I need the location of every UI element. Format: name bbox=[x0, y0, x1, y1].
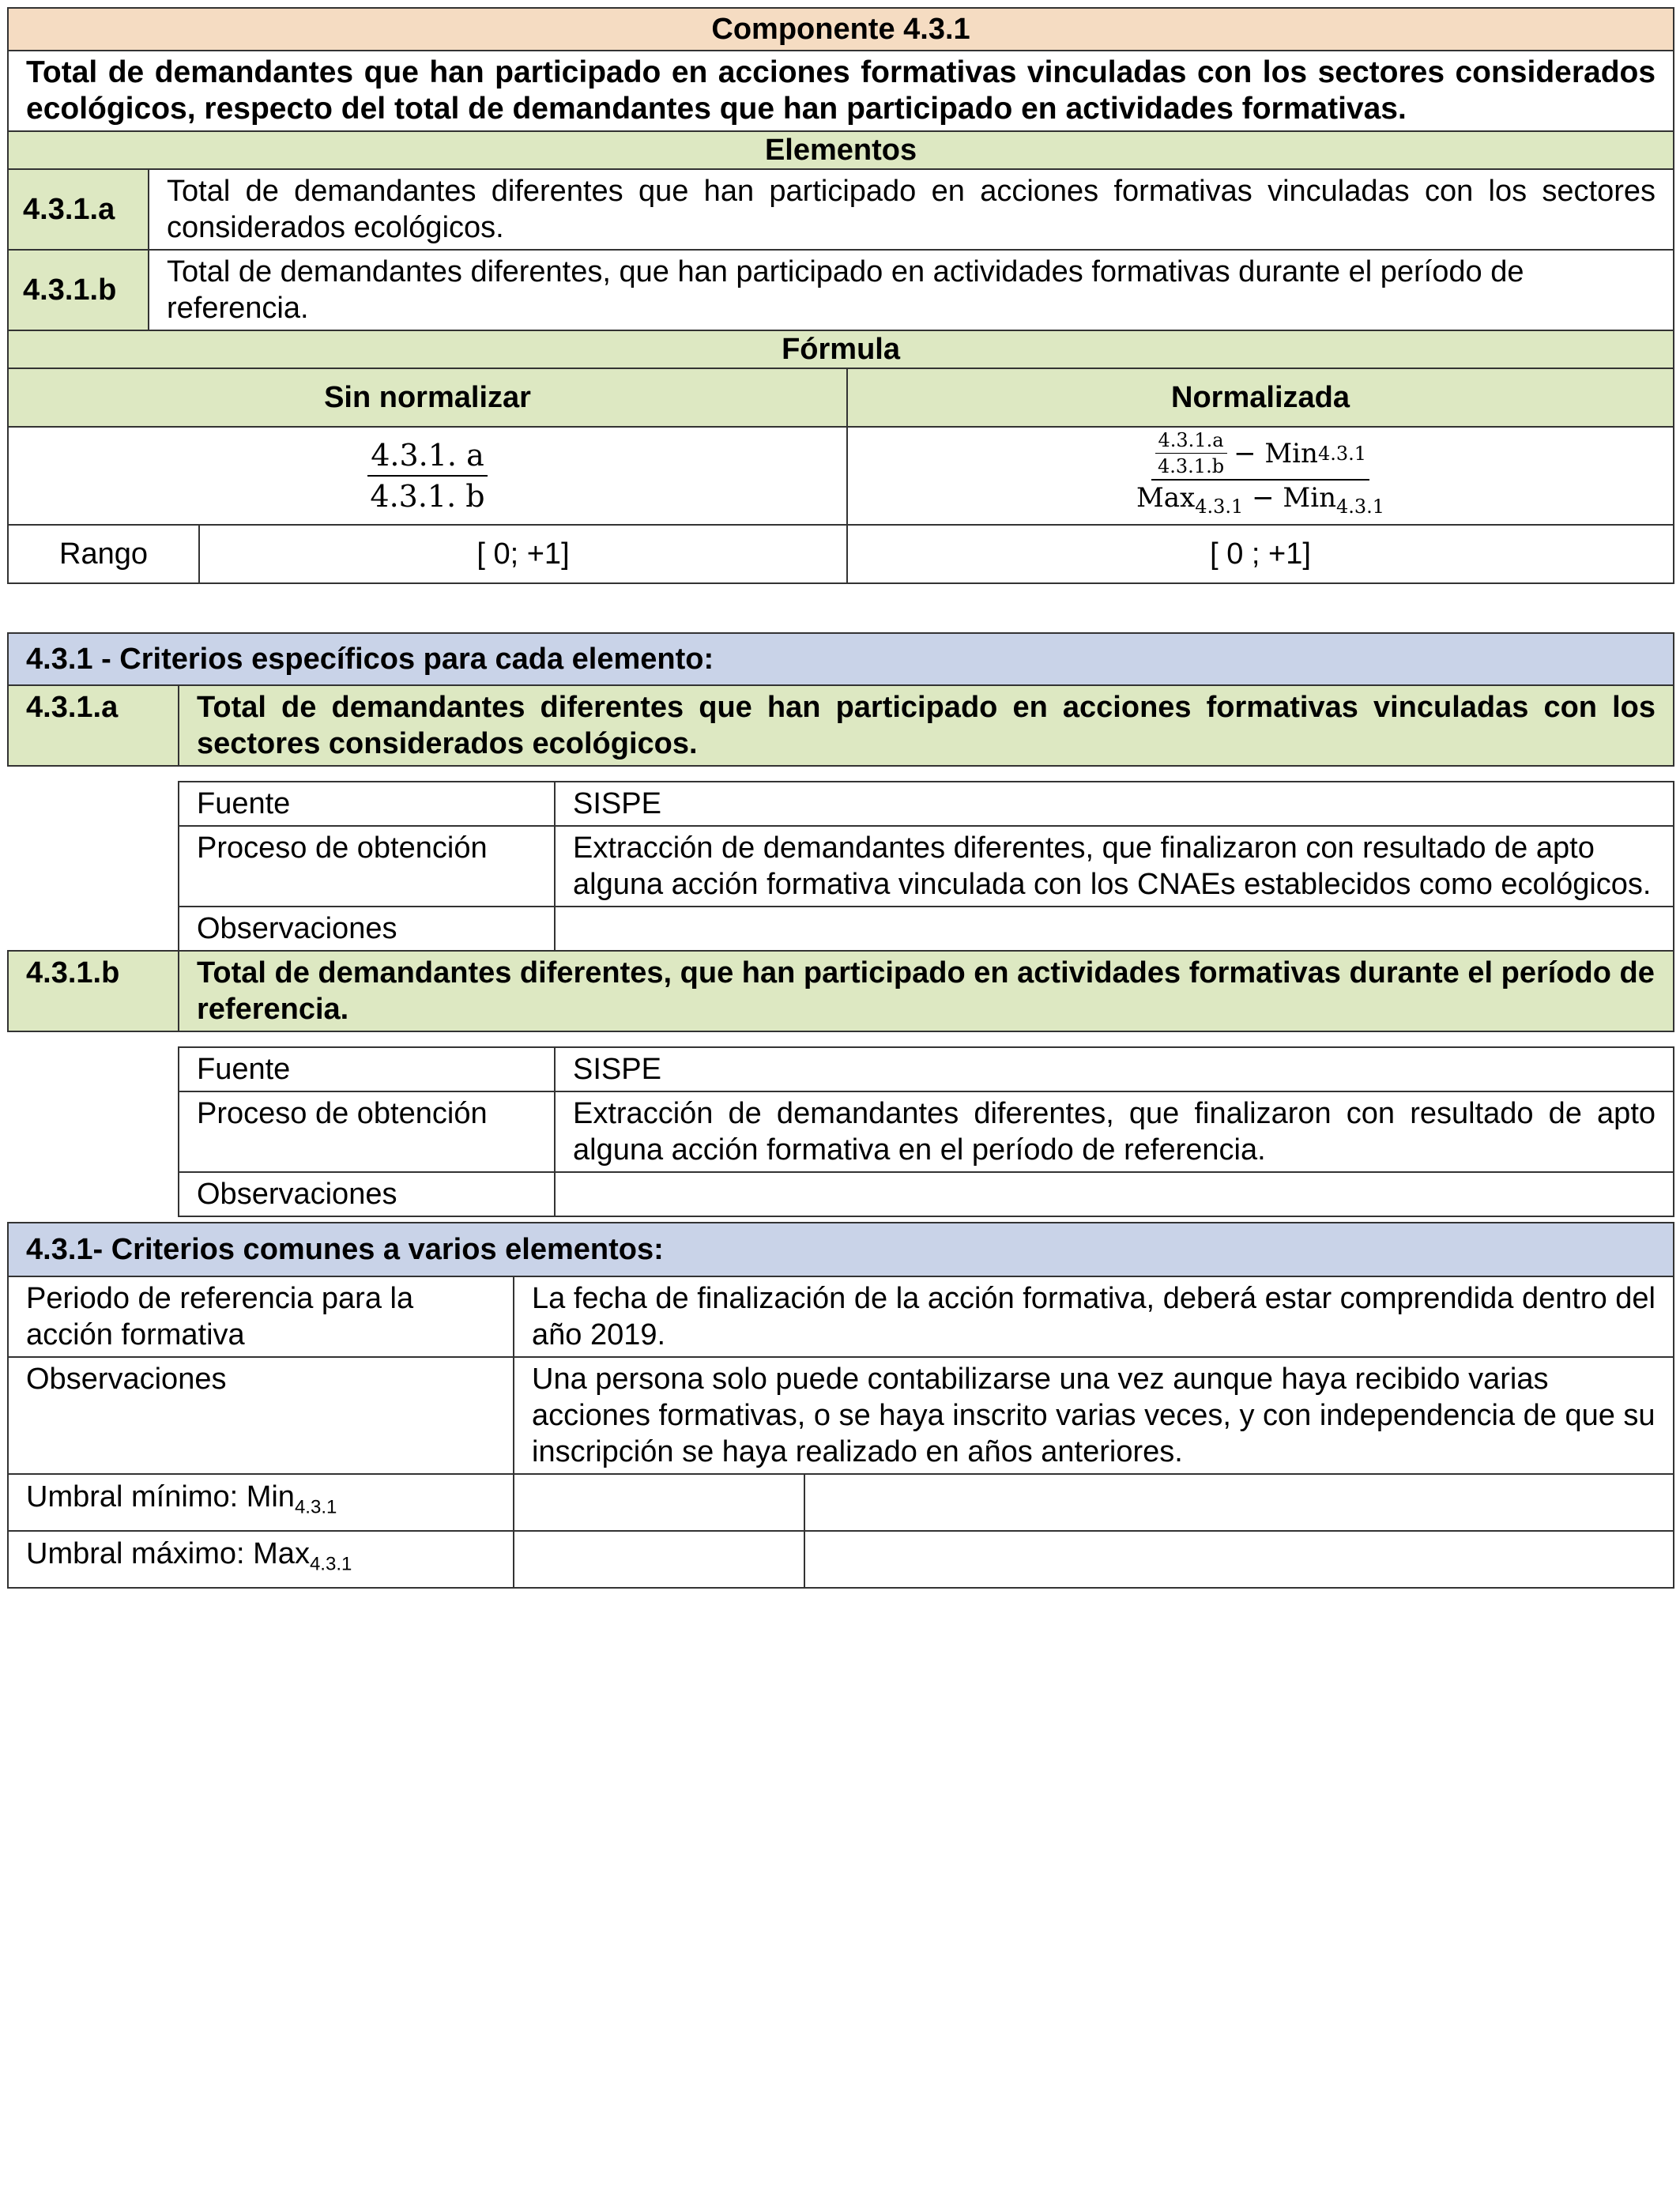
formula-raw bbox=[8, 427, 847, 525]
criterios-comunes-header: 4.3.1- Criterios comunes a varios elementos: bbox=[8, 1223, 1674, 1276]
rango-normalized: [ 0 ; +1] bbox=[847, 525, 1674, 583]
umbral-minimo-label: Umbral mínimo: Min$_{4.3.1}$ bbox=[8, 1474, 514, 1531]
fuente-label-b: Fuente bbox=[179, 1047, 555, 1091]
obs-value-b bbox=[555, 1172, 1674, 1216]
formula-header: Fórmula bbox=[8, 330, 1674, 368]
criterios-comunes-table bbox=[7, 1222, 1674, 1589]
sin-normalizar-label: Sin normalizar bbox=[8, 368, 847, 427]
proceso-label-b: Proceso de obtención bbox=[179, 1091, 555, 1172]
formula-raw-denominator: 4.3.1. b bbox=[370, 479, 485, 514]
obs-label-a: Observaciones bbox=[179, 907, 555, 951]
elemento-code-a: 4.3.1.a bbox=[8, 169, 149, 250]
umbral-maximo-extra bbox=[804, 1531, 1674, 1588]
formula-norm-max: Max bbox=[1136, 482, 1196, 515]
umbral-minimo-extra bbox=[804, 1474, 1674, 1531]
proceso-label-a: Proceso de obtención bbox=[179, 826, 555, 907]
periodo-label: Periodo de referencia para la acción formativa bbox=[8, 1276, 514, 1357]
proceso-value-a: Extracción de demandantes diferentes, que finalizaron con resultado de apto alguna acción formativa vinculada con los CNAEs establecidos como ecológicos. bbox=[555, 826, 1674, 907]
elemento-text-a: Total de demandantes diferentes que han participado en acciones formativas vinculadas con los sectores considerados ecológicos. bbox=[149, 169, 1674, 250]
rango-label: Rango bbox=[8, 525, 199, 583]
rango-raw: [ 0; +1] bbox=[199, 525, 847, 583]
componente-table bbox=[7, 7, 1674, 584]
componente-title: Componente 4.3.1 bbox=[8, 8, 1674, 51]
formula-norm-inner-den: 4.3.1.b bbox=[1158, 455, 1225, 478]
fuente-value-b: SISPE bbox=[555, 1047, 1674, 1091]
criterio-title-a: Total de demandantes diferentes que han participado en acciones formativas vinculadas con los sectores considerados ecológicos. bbox=[179, 685, 1674, 766]
criterio-code-b: 4.3.1.b bbox=[8, 951, 179, 1031]
criterio-code-a: 4.3.1.a bbox=[8, 685, 179, 766]
umbral-minimo-value bbox=[514, 1474, 804, 1531]
formula-norm-minus-min: − Min bbox=[1234, 437, 1318, 469]
observaciones-label: Observaciones bbox=[8, 1357, 514, 1474]
formula-normalized: $\frac{4.3.1.a}{4.3.1.b}$ − Min 4.3.1 Max$_{4.3.1}$ − Min$_{4.3.1}$ bbox=[847, 427, 1674, 525]
fuente-value-a: SISPE bbox=[555, 782, 1674, 826]
criterios-especificos-table bbox=[7, 632, 1674, 1217]
criterio-title-b: Total de demandantes diferentes, que han participado en actividades formativas durante el período de referencia. bbox=[179, 951, 1674, 1031]
elemento-code-b: 4.3.1.b bbox=[8, 250, 149, 330]
periodo-value: La fecha de finalización de la acción formativa, deberá estar comprendida dentro del año 2019. bbox=[514, 1276, 1674, 1357]
proceso-value-b: Extracción de demandantes diferentes, que finalizaron con resultado de apto alguna acción formativa en el período de referencia. bbox=[555, 1091, 1674, 1172]
componente-description: Total de demandantes que han participado en acciones formativas vinculadas con los sectores considerados ecológicos, respecto del total de demandantes que han participado en actividades formativas. bbox=[8, 51, 1674, 131]
umbral-maximo-label: Umbral máximo: Max$_{4.3.1}$ bbox=[8, 1531, 514, 1588]
fuente-label-a: Fuente bbox=[179, 782, 555, 826]
criterios-especificos-header: 4.3.1 - Criterios específicos para cada elemento: bbox=[8, 633, 1674, 685]
obs-value-a bbox=[555, 907, 1674, 951]
elementos-header: Elementos bbox=[8, 131, 1674, 169]
formula-norm-inner-num: 4.3.1.a bbox=[1155, 429, 1227, 454]
elemento-text-b: Total de demandantes diferentes, que han participado en actividades formativas durante el período de referencia. bbox=[149, 250, 1674, 330]
formula-raw-numerator: 4.3.1. a bbox=[367, 437, 488, 477]
observaciones-value: Una persona solo puede contabilizarse una vez aunque haya recibido varias acciones formativas, o se haya inscrito varias veces, y con independencia de que su inscripción se haya realizado en años anteriores. bbox=[514, 1357, 1674, 1474]
obs-label-b: Observaciones bbox=[179, 1172, 555, 1216]
umbral-maximo-value bbox=[514, 1531, 804, 1588]
normalizada-label: Normalizada bbox=[847, 368, 1674, 427]
